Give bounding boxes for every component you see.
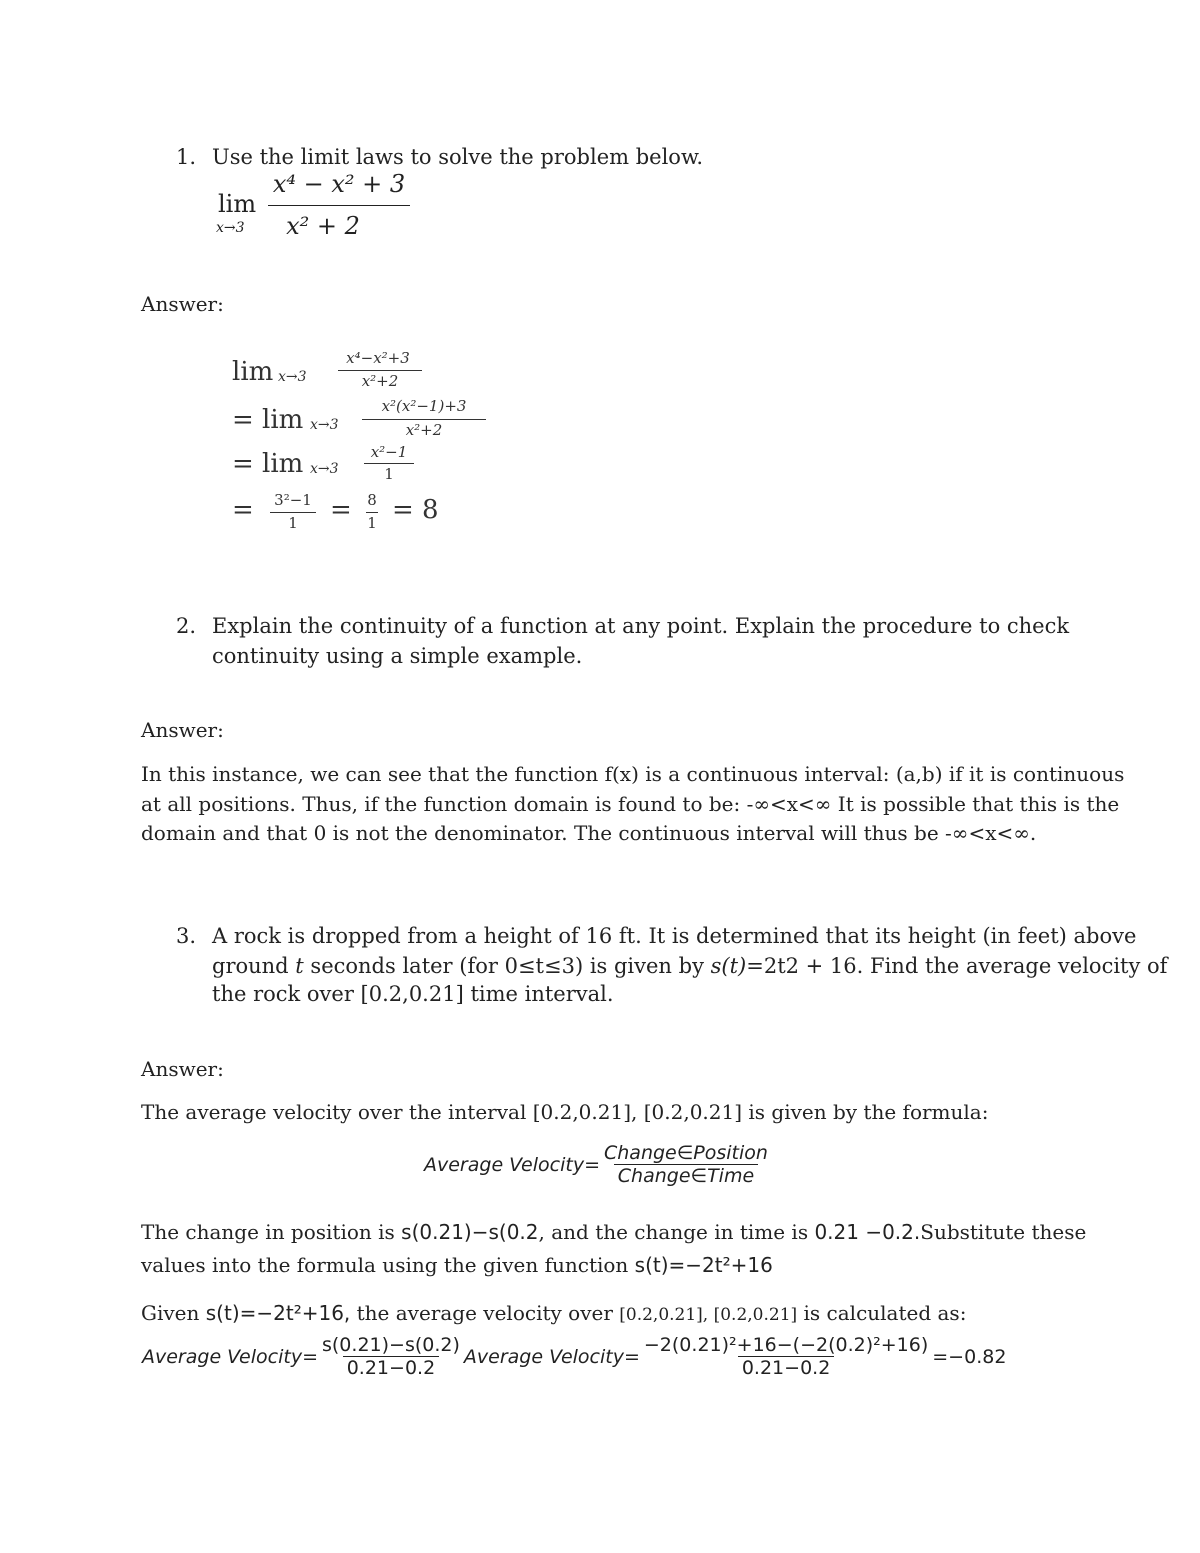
answer-1-solution <box>232 345 512 535</box>
step-2-sub: x→3 <box>310 417 339 433</box>
text-run: Given <box>141 1301 206 1325</box>
final-den-2: 1 <box>367 514 377 532</box>
interval-text: [0.2,0.21], [0.2,0.21] <box>619 1305 798 1325</box>
final-eq-2: = <box>330 495 352 525</box>
average-velocity-formula <box>424 1142 772 1187</box>
question-text: Use the limit laws to solve the problem below. <box>212 145 704 169</box>
final-bar-2 <box>366 512 378 513</box>
text-run: the average velocity over <box>350 1301 620 1325</box>
calc-1-lhs: Average Velocity= <box>142 1345 318 1368</box>
answer-1-label: Answer: <box>141 292 224 316</box>
step-3-den: 1 <box>384 465 394 483</box>
question-line: the rock over [0.2,0.21] time interval. <box>212 982 614 1006</box>
formula-numerator: Change∈Position <box>604 1142 768 1164</box>
math-function: s(t)=−2t²+16, <box>205 1301 351 1325</box>
calc-1-denominator: 0.21−0.2 <box>343 1356 439 1379</box>
question-line: Explain the continuity of a function at any point. Explain the procedure to check <box>212 614 1070 638</box>
step-1-bar <box>338 370 422 371</box>
question-line: A rock is dropped from a height of 16 ft. It is determined that its height (in feet) above <box>212 924 1137 948</box>
text-run: seconds later (for 0≤t≤3) is given by <box>303 954 711 978</box>
values-line <box>141 1251 1061 1281</box>
step-3-num: x²−1 <box>370 443 408 461</box>
question-number: 1. <box>176 145 197 169</box>
answer-3-label: Answer: <box>141 1057 224 1081</box>
answer-3-intro: The average velocity over the interval [0.2,0.21], [0.2,0.21] is given by the formula: <box>141 1100 989 1124</box>
step-1-sub: x→3 <box>278 369 307 385</box>
question-line-2 <box>212 951 1167 981</box>
math-function: s(t)=−2t²+16 <box>634 1252 773 1277</box>
answer-3-change-paragraph <box>141 1218 1087 1280</box>
calc-1-numerator: s(0.21)−s(0.2) <box>322 1334 460 1356</box>
paragraph-line: at all positions. Thus, if the function domain is found to be: -∞<x<∞ It is possible that this is the <box>141 791 1120 816</box>
calc-2-numerator: −2(0.21)²+16−(−2(0.2)²+16) <box>643 1334 929 1356</box>
step-2-den: x²+2 <box>405 421 443 439</box>
change-line <box>141 1218 1087 1248</box>
calc-2-fraction <box>640 1334 932 1379</box>
limit-numerator: x⁴ − x² + 3 <box>272 170 406 198</box>
text-run: is calculated as: <box>797 1301 967 1325</box>
math-change-time: 0.21 −0.2. <box>814 1220 921 1244</box>
step-2-num: x²(x²−1)+3 <box>381 397 467 415</box>
math-change-position: s(0.21)−s(0.2 <box>401 1220 539 1244</box>
step-1-den: x²+2 <box>361 372 399 390</box>
formula-fraction <box>600 1142 772 1187</box>
answer-2-paragraph <box>141 760 1125 849</box>
final-den-1: 1 <box>288 514 298 532</box>
limit-denominator: x² + 2 <box>286 212 360 240</box>
question-number: 2. <box>176 614 197 638</box>
answer-2-label: Answer: <box>141 718 224 742</box>
text-run: =2t2 + 16. Find the average velocity of <box>746 954 1168 978</box>
function-s: s(t) <box>710 954 747 978</box>
paragraph-line: domain and that 0 is not the denominator. The continuous interval will thus be -∞<x<∞. <box>141 821 1037 845</box>
lim-subscript: x→3 <box>216 220 245 236</box>
paragraph-line: In this instance, we can see that the function f(x) is a continuous interval: (a,b) if it is continuous <box>141 762 1125 786</box>
step-1-num: x⁴−x²+3 <box>346 349 410 367</box>
formula-denominator: Change∈Time <box>614 1164 758 1187</box>
formula-lhs: Average Velocity= <box>424 1153 600 1176</box>
answer-3-given-line <box>141 1299 1061 1331</box>
calc-2-result: =−0.82 <box>932 1345 1007 1368</box>
lim-word: lim <box>218 190 257 218</box>
text-run: Substitute these <box>920 1220 1087 1244</box>
question-1-limit-expression <box>216 172 416 242</box>
text-run: values into the formula using the given function <box>141 1252 635 1277</box>
question-line: continuity using a simple example. <box>212 644 583 668</box>
step-3-bar <box>364 463 414 464</box>
variable-t: t <box>295 954 304 978</box>
calc-2-denominator: 0.21−0.2 <box>738 1356 834 1379</box>
fraction-bar <box>268 205 410 206</box>
final-result: = 8 <box>392 495 439 525</box>
calc-2-lhs: Average Velocity= <box>463 1345 640 1368</box>
final-bar-1 <box>270 512 316 513</box>
text-run: , and the change in time is <box>538 1220 815 1244</box>
final-num-2: 8 <box>367 491 377 509</box>
step-3-sub: x→3 <box>310 461 339 477</box>
final-eq-1: = <box>232 495 254 525</box>
question-number: 3. <box>176 924 197 948</box>
text-run: The change in position is <box>141 1220 402 1244</box>
calc-1-fraction <box>318 1334 464 1379</box>
average-velocity-calculation <box>142 1334 1006 1379</box>
text-run: ground <box>212 954 296 978</box>
step-1-lim: lim <box>232 357 274 387</box>
final-num-1: 3²−1 <box>274 491 312 509</box>
step-3-lim: = lim <box>232 449 304 479</box>
step-2-lim: = lim <box>232 405 304 435</box>
step-2-bar <box>362 419 486 420</box>
